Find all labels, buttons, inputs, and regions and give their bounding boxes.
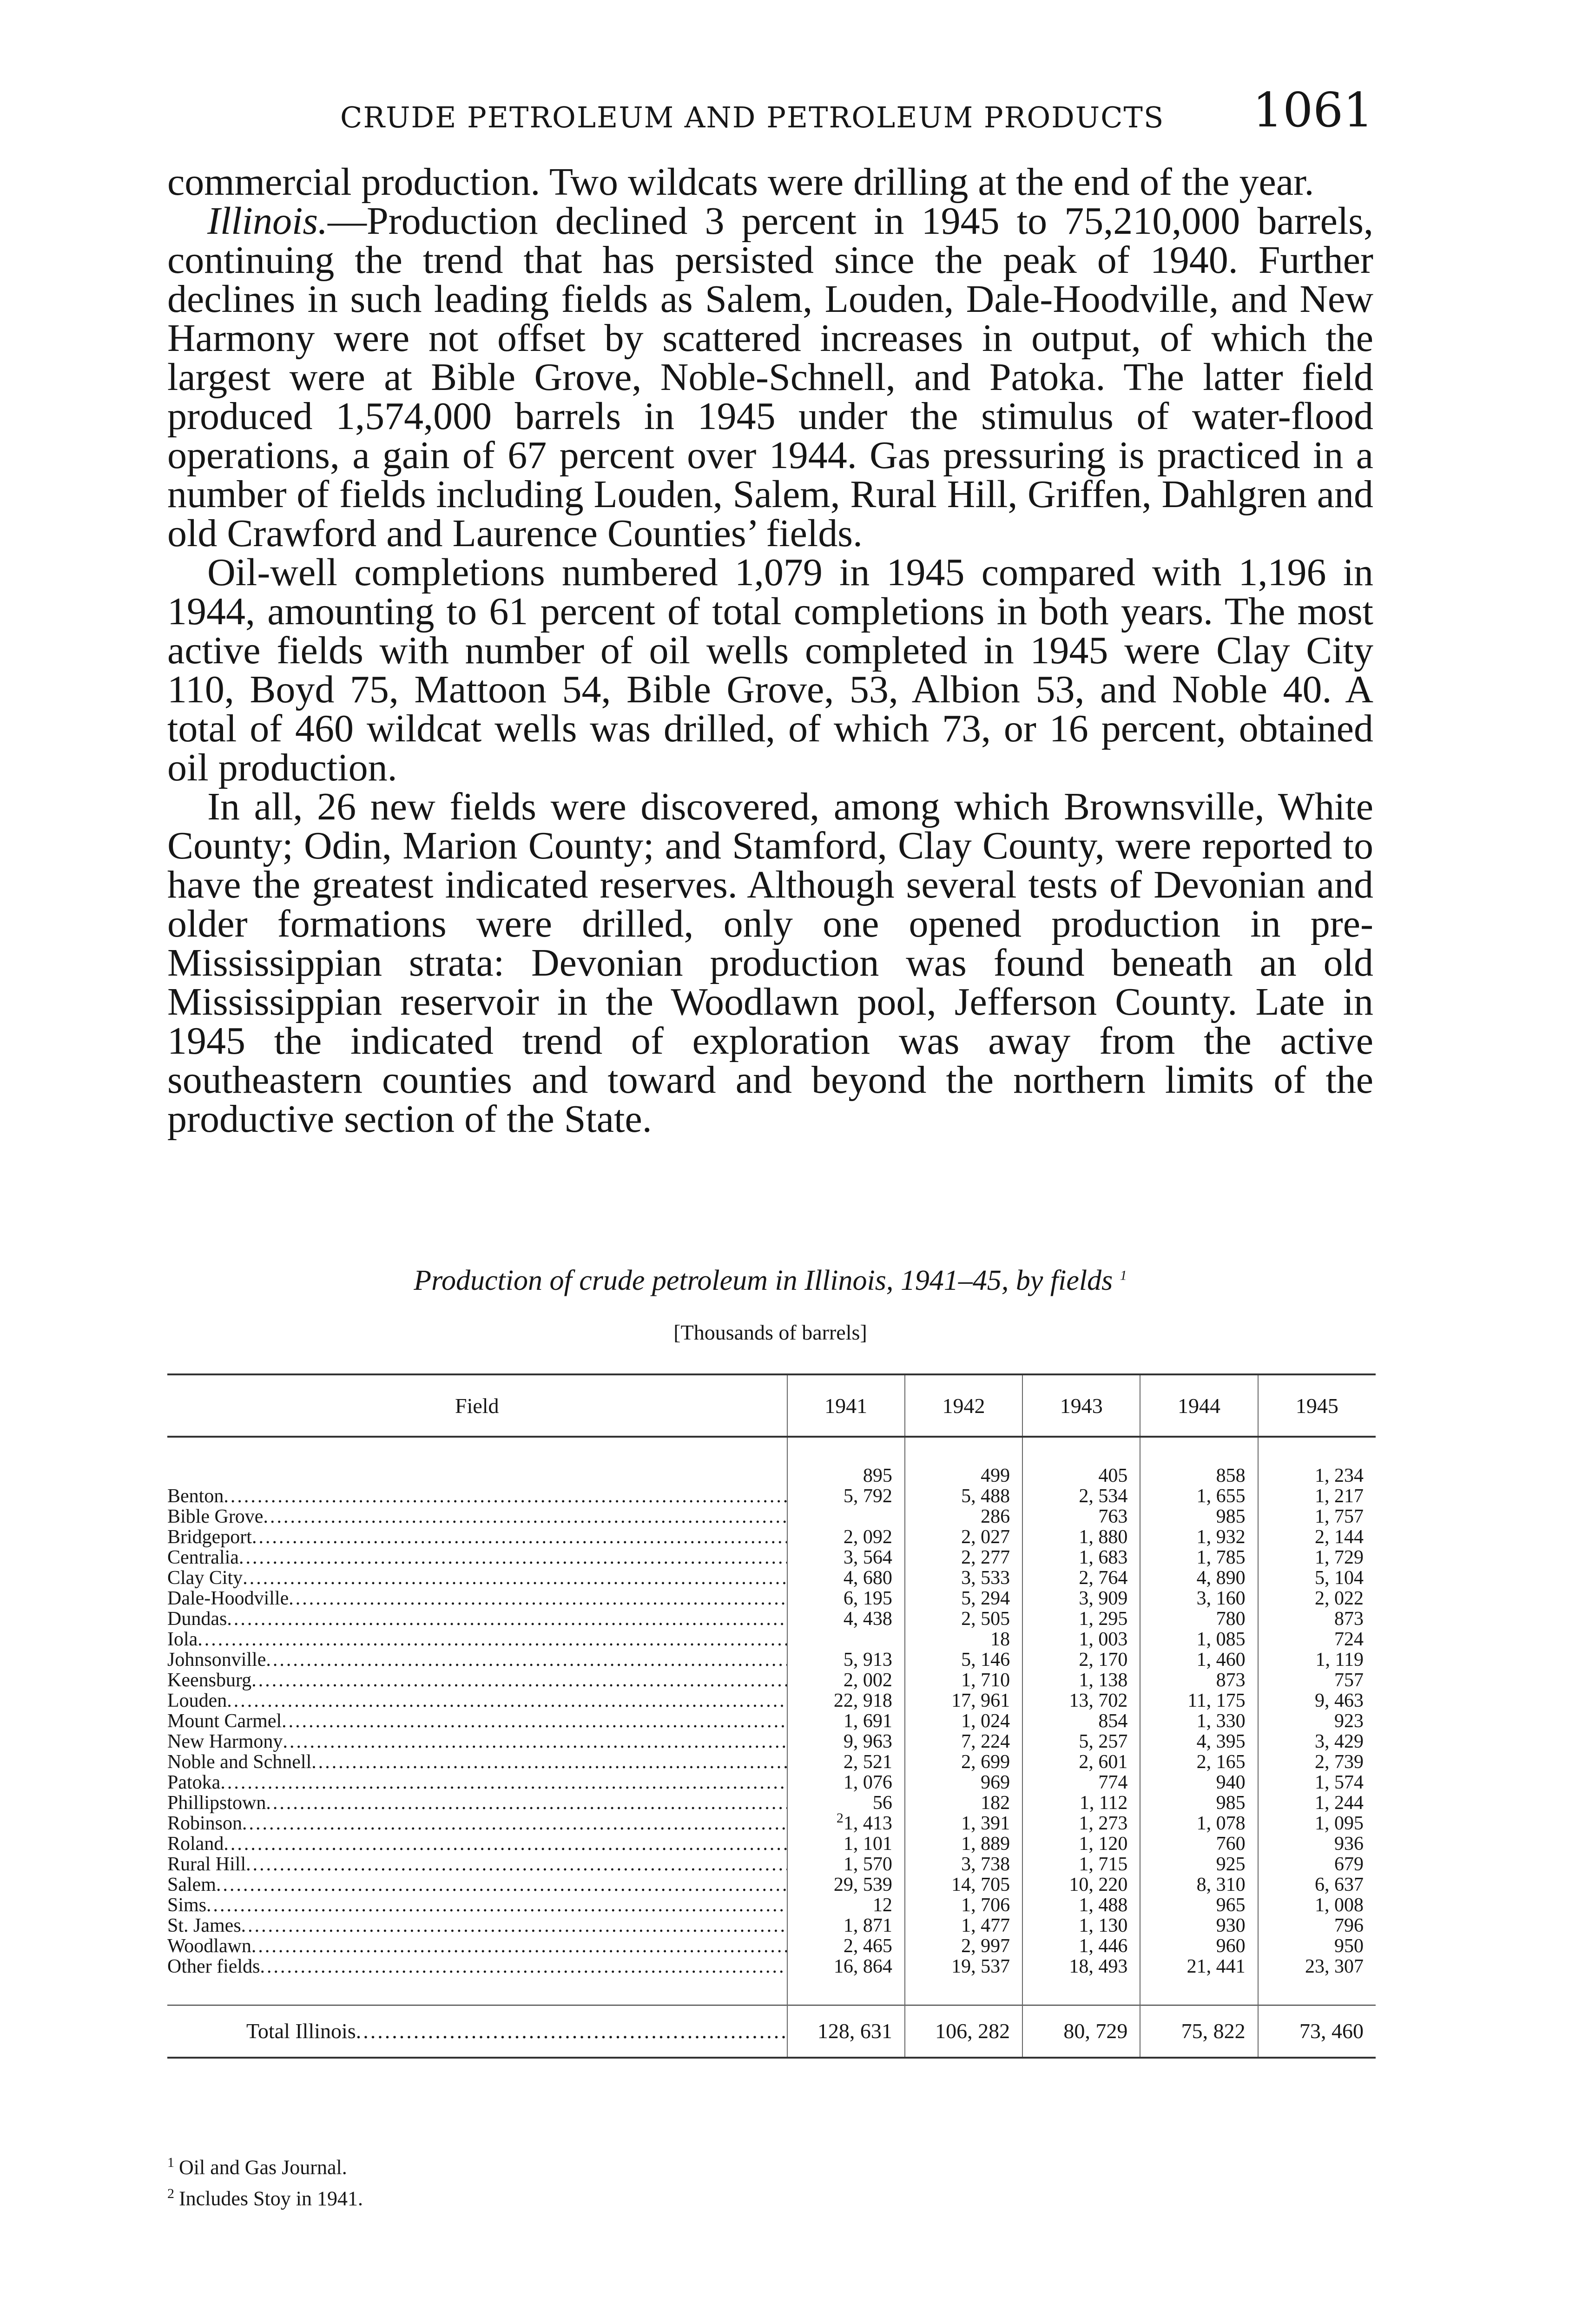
- table-row: Louden ..... 22, 918 17, 961 13, 702 11, 175 9, 463: [167, 1690, 1376, 1711]
- table-row: Johnsonville ..... 5, 913 5, 146 2, 170 1, 460 1, 119: [167, 1650, 1376, 1670]
- field-name: Roland .....: [167, 1834, 787, 1854]
- field-name: Clay City .....: [167, 1568, 787, 1588]
- paragraph-4: In all, 26 new fields were discovered, among which Brownsville, White County; Odin, Marion County; and Stamford, Clay County, were reported to have the greatest indicated reserves. Although several tests of Devonian and older formations were drilled, only one opened production in pre-Mississippian strata: Devonian production was found beneath an old Mississippian reservoir in the Woodlawn pool, Jefferson County. Late in 1945 the indicated trend of exploration was away from the active southeastern counties and toward and beyond the northern limits of the productive section of the State.: [167, 785, 1373, 1141]
- total-label: Total Illinois .....: [246, 2021, 787, 2041]
- field-name: Johnsonville .....: [167, 1650, 787, 1670]
- field-name: Robinson .....: [167, 1813, 787, 1834]
- footnotes: [167, 2150, 363, 2212]
- field-name: Dale-Hoodville .....: [167, 1588, 787, 1609]
- field-name: New Harmony .....: [167, 1731, 787, 1752]
- body-text: [167, 160, 1373, 1141]
- production-table: [167, 1373, 1376, 2059]
- table-row: Bridgeport ..... 2, 092 2, 027 1, 880 1, 932 2, 144: [167, 1527, 1376, 1547]
- field-name: Mount Carmel .....: [167, 1711, 787, 1731]
- footnote-1: $^1$ Oil and Gas Journal.: [167, 2155, 347, 2179]
- table-row: Centralia ..... 3, 564 2, 277 1, 683 1, 785 1, 729: [167, 1547, 1376, 1568]
- table-row: St. James ..... 1, 871 1, 477 1, 130 930 796: [167, 1915, 1376, 1936]
- field-name: Phillipstown .....: [167, 1793, 787, 1813]
- table-row: Roland ..... 1, 101 1, 889 1, 120 760 936: [167, 1834, 1376, 1854]
- column-header-1945: 1945: [1258, 1374, 1376, 1437]
- table-row: Benton ..... 5, 792 5, 488 2, 534 1, 655 1, 217: [167, 1486, 1376, 1506]
- field-name: Patoka .....: [167, 1772, 787, 1793]
- table-row: New Harmony ..... 9, 963 7, 224 5, 257 4, 395 3, 429: [167, 1731, 1376, 1752]
- field-name: Iola .....: [167, 1629, 787, 1650]
- table-row: Sims ..... 12 1, 706 1, 488 965 1, 008: [167, 1895, 1376, 1915]
- field-name: Rural Hill .....: [167, 1854, 787, 1875]
- table-row: Dale-Hoodville ..... 6, 195 5, 294 3, 909 3, 160 2, 022: [167, 1588, 1376, 1609]
- field-name: Noble and Schnell .....: [167, 1752, 787, 1772]
- table-row: Robinson ..... $^2$1, 413 1, 391 1, 273 1, 078 1, 095: [167, 1813, 1376, 1834]
- field-name: Sims .....: [167, 1895, 787, 1915]
- paragraph-1: commercial production. Two wildcats were drilling at the end of the year.: [167, 160, 1314, 204]
- field-name: Benton .....: [167, 1486, 787, 1506]
- column-header-1944: 1944: [1140, 1374, 1258, 1437]
- column-header-field: Field: [167, 1374, 787, 1437]
- table-spacer-row: [167, 1437, 1376, 1466]
- table-row: Bible Grove ..... 286 763 985 1, 757: [167, 1506, 1376, 1527]
- table-row: Other fields ..... 16, 864 19, 537 18, 493 21, 441 23, 307: [167, 1956, 1376, 1977]
- table-caption-text: Production of crude petroleum in Illinois, 1941–45, by fields: [414, 1265, 1113, 1296]
- section-lead-illinois: Illinois.: [207, 199, 328, 243]
- production-table-wrap: [167, 1373, 1376, 2131]
- table-row: Keensburg ..... 2, 002 1, 710 1, 138 873 757: [167, 1670, 1376, 1690]
- column-header-1942: 1942: [905, 1374, 1022, 1437]
- column-header-1941: 1941: [787, 1374, 905, 1437]
- footnote-ref-2: 2: [836, 1810, 844, 1826]
- table-row: Phillipstown ..... 56 182 1, 112 985 1, 244: [167, 1793, 1376, 1813]
- field-name: Louden .....: [167, 1690, 787, 1711]
- table-header-row: [167, 1374, 1376, 1437]
- column-header-1943: 1943: [1022, 1374, 1140, 1437]
- paragraph-2-text: —Production declined 3 percent in 1945 to 75,210,000 barrels, continuing the trend that has persisted since the peak of 1940. Further declines in such leading fields as Salem, Louden, Dale-Hoodville, and New Harmony were not offset by scattered increases in output, of which the largest were at Bible Grove, Noble-Schnell, and Patoka. The latter field produced 1,574,000 barrels in 1945 under the stimulus of water-flood operations, a gain of 67 percent over 1944. Gas pressuring is practiced in a number of fields including Louden, Salem, Rural Hill, Griffen, Dahlgren and old Crawford and Laurence Counties’ fields.: [167, 199, 1373, 555]
- table-row: Dundas ..... 4, 438 2, 505 1, 295 780 873: [167, 1609, 1376, 1629]
- field-name: Centralia .....: [167, 1547, 787, 1568]
- page-header: [167, 83, 1373, 139]
- paragraph-3: Oil-well completions numbered 1,079 in 1945 compared with 1,196 in 1944, amounting to 61 percent of total completions in both years. The most active fields with number of oil wells completed in 1945 were Clay City 110, Boyd 75, Mattoon 54, Bible Grove, 53, Albion 53, and Noble 40. A total of 460 wildcat wells was drilled, of which 73, or 16 percent, obtained oil production.: [167, 551, 1373, 789]
- field-name: Bridgeport .....: [167, 1527, 787, 1547]
- table-row: Patoka ..... 1, 076 969 774 940 1, 574: [167, 1772, 1376, 1793]
- table-row: Noble and Schnell ..... 2, 521 2, 699 2, 601 2, 165 2, 739: [167, 1752, 1376, 1772]
- field-name: St. James .....: [167, 1915, 787, 1936]
- paragraph-2: [167, 199, 1373, 555]
- table-spacer-row: [167, 1977, 1376, 2005]
- table-caption: [167, 1264, 1373, 1297]
- page-number: 1061: [1252, 83, 1373, 138]
- field-name: Keensburg .....: [167, 1670, 787, 1690]
- table-row: Clay City ..... 4, 680 3, 533 2, 764 4, 890 5, 104: [167, 1568, 1376, 1588]
- table-row: 895 499 405 858 1, 234: [167, 1466, 1376, 1486]
- table-row: Salem ..... 29, 539 14, 705 10, 220 8, 310 6, 637: [167, 1875, 1376, 1895]
- field-name: Salem .....: [167, 1875, 787, 1895]
- table-subcaption: [Thousands of barrels]: [673, 1320, 867, 1344]
- table-row: Woodlawn ..... 2, 465 2, 997 1, 446 960 950: [167, 1936, 1376, 1956]
- table-caption-ref: 1: [1120, 1268, 1127, 1283]
- running-head: CRUDE PETROLEUM AND PETROLEUM PRODUCTS: [340, 100, 1165, 134]
- table-total-row: Total Illinois ..... 128, 631 106, 282 80, 729 75, 822 73, 460: [167, 2005, 1376, 2058]
- field-name: Dundas .....: [167, 1609, 787, 1629]
- field-name: Woodlawn .....: [167, 1936, 787, 1956]
- footnote-2: $^2$ Includes Stoy in 1941.: [167, 2185, 363, 2210]
- table-body: [167, 1437, 1376, 2058]
- field-name: Other fields .....: [167, 1956, 787, 1977]
- table-row: Iola ..... 18 1, 003 1, 085 724: [167, 1629, 1376, 1650]
- table-row: Mount Carmel ..... 1, 691 1, 024 854 1, 330 923: [167, 1711, 1376, 1731]
- table-row: Rural Hill ..... 1, 570 3, 738 1, 715 925 679: [167, 1854, 1376, 1875]
- field-name: Bible Grove .....: [167, 1506, 787, 1527]
